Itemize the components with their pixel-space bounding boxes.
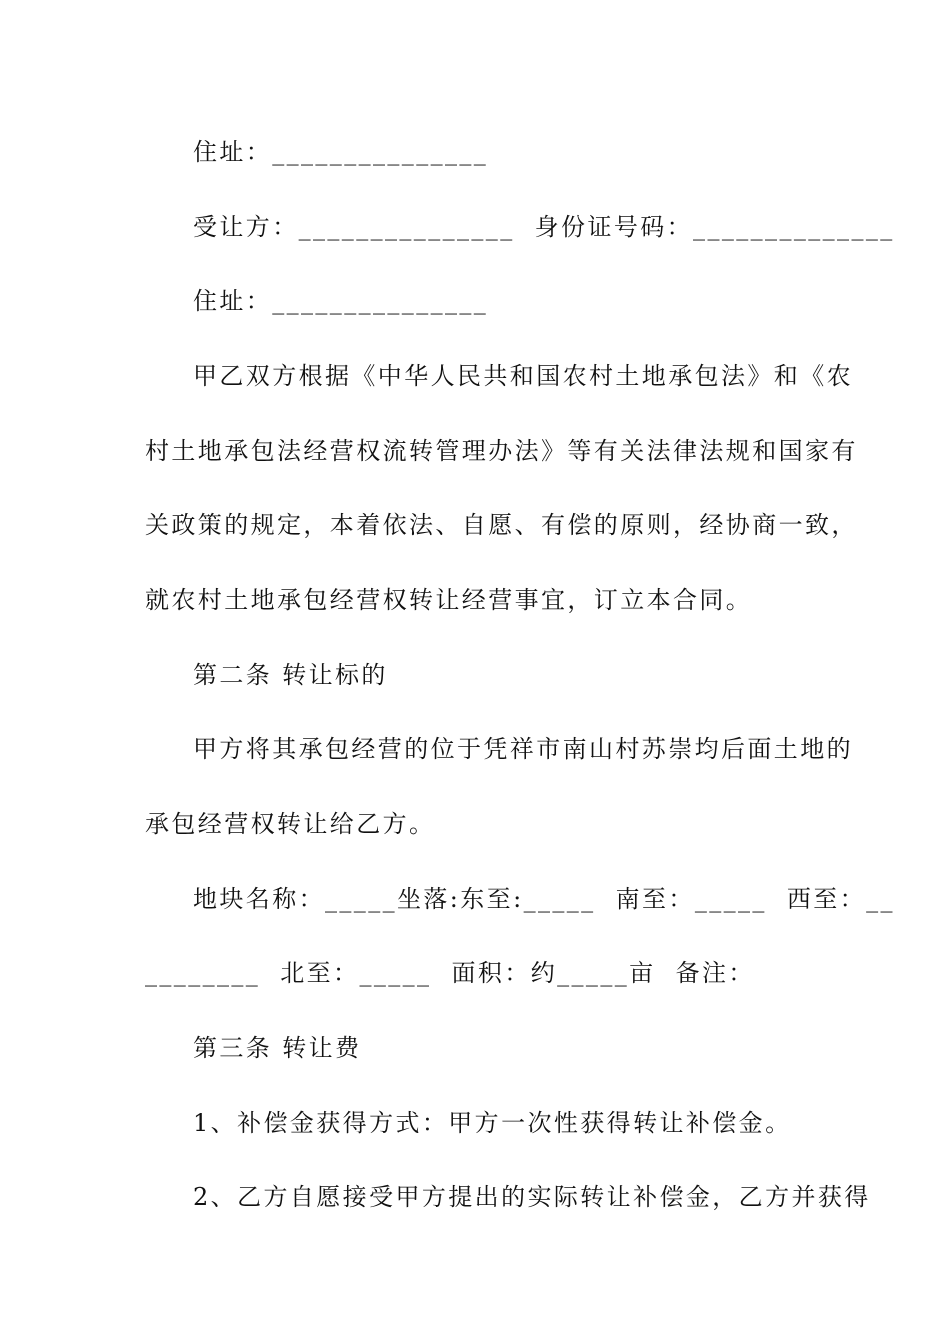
preamble-line-2: 村土地承包法经营权流转管理办法》等有关法律法规和国家有 [145, 437, 858, 465]
compensation-item-1: 1、补偿金获得方式：甲方一次性获得转让补偿金。 [193, 1109, 792, 1137]
article-two-heading: 第二条 转让标的 [193, 661, 388, 689]
compensation-item-2: 2、乙方自愿接受甲方提出的实际转让补偿金，乙方并获得 [193, 1183, 871, 1211]
plot-details-line-1: 地块名称：_____坐落:东至:_____ 南至：_____ 西至：__ [193, 885, 895, 913]
transferee-id-line: 受让方：_______________ 身份证号码：______________ [193, 213, 895, 241]
preamble-line-1: 甲乙双方根据《中华人民共和国农村土地承包法》和《农 [193, 362, 853, 390]
plot-details-line-2: ________ 北至：_____ 面积：约_____亩 备注： [145, 959, 755, 987]
article-two-text-line-1: 甲方将其承包经营的位于凭祥市南山村苏崇均后面土地的 [193, 735, 853, 763]
first-party-address-line: 住址：_______________ [193, 138, 489, 166]
article-two-text-line-2: 承包经营权转让给乙方。 [145, 810, 436, 838]
preamble-line-4: 就农村土地承包经营权转让经营事宜，订立本合同。 [145, 586, 753, 614]
article-three-heading: 第三条 转让费 [193, 1034, 362, 1062]
second-party-address-line: 住址：_______________ [193, 287, 489, 315]
preamble-line-3: 关政策的规定，本着依法、自愿、有偿的原则，经协商一致， [145, 511, 858, 539]
